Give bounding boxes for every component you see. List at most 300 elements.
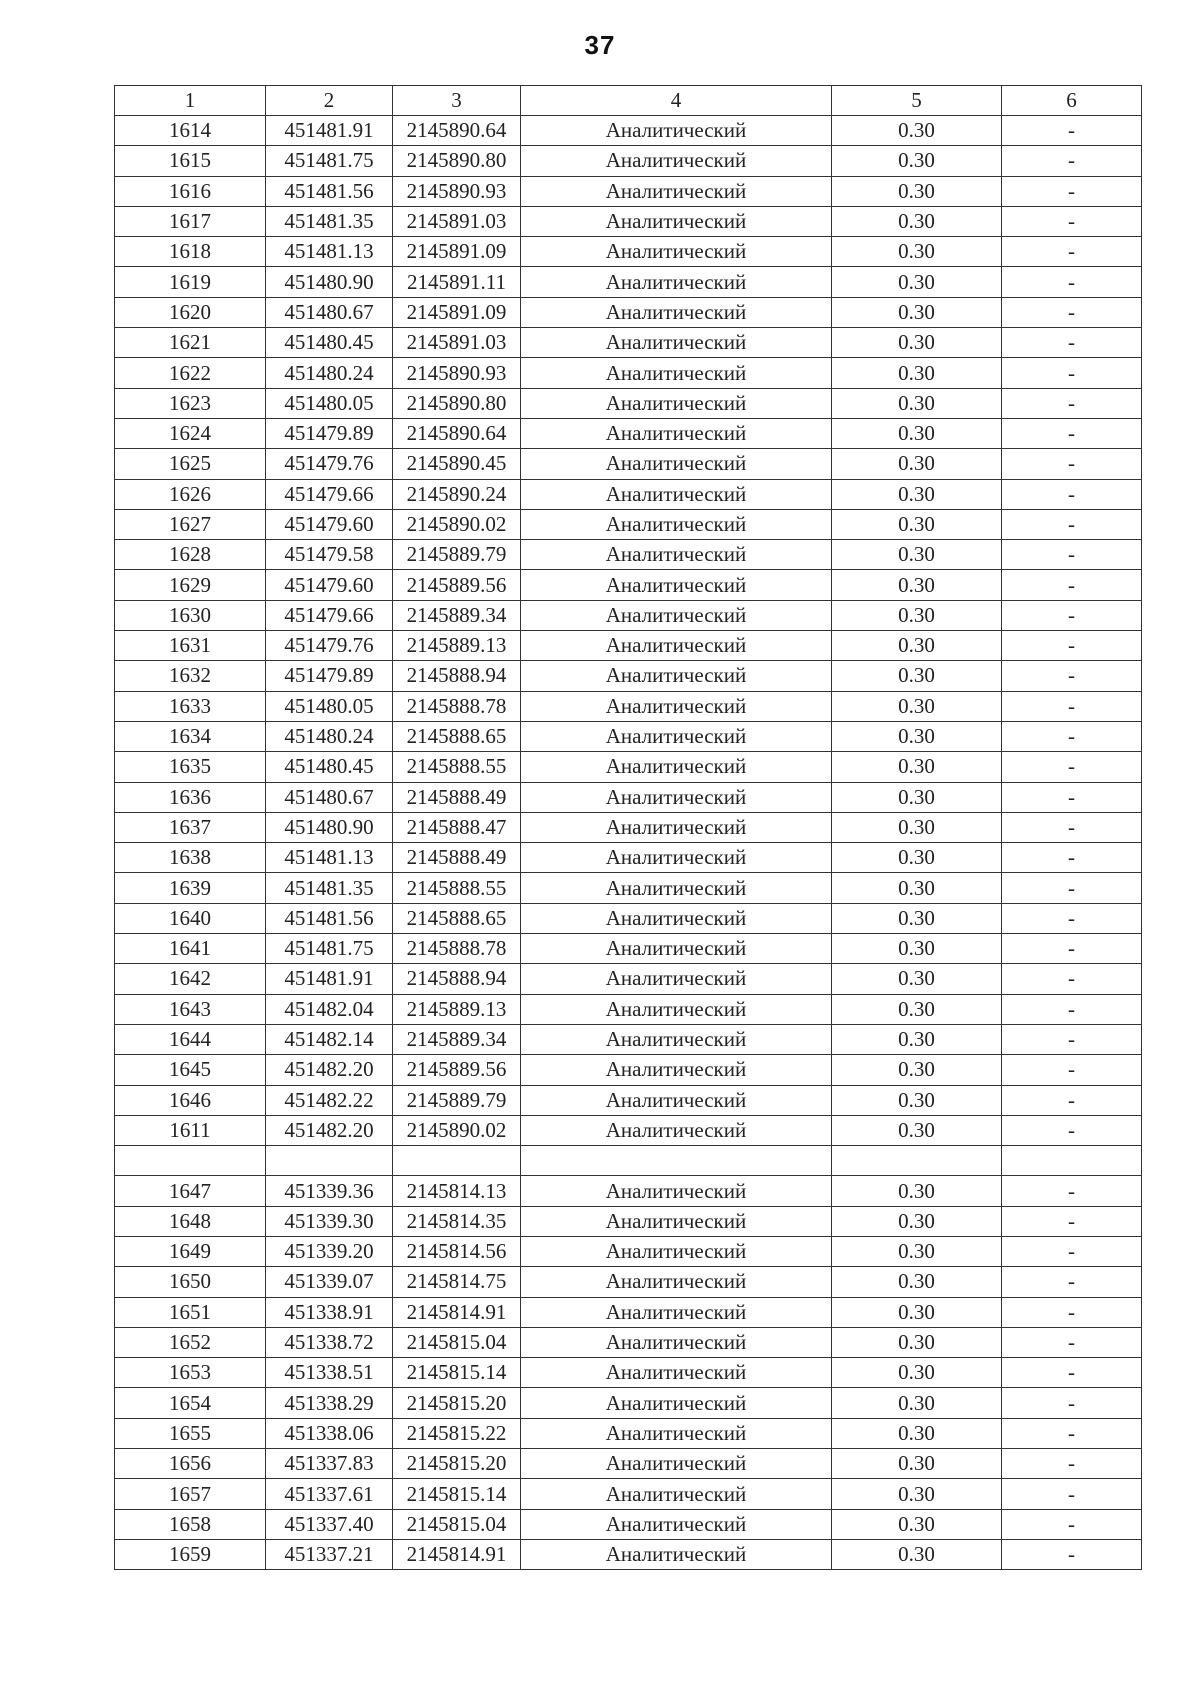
note-cell: - [1002,1206,1142,1236]
y-coordinate-cell: 2145815.14 [393,1358,521,1388]
y-coordinate-cell: 2145888.78 [393,691,521,721]
note-cell: - [1002,721,1142,751]
y-coordinate-cell: 2145889.34 [393,1024,521,1054]
method-cell: Аналитический [521,964,832,994]
method-cell: Аналитический [521,1358,832,1388]
note-cell: - [1002,631,1142,661]
note-cell: - [1002,1115,1142,1145]
y-coordinate-cell: 2145815.20 [393,1388,521,1418]
accuracy-cell: 0.30 [832,297,1002,327]
table-row [115,1146,1142,1176]
method-cell: Аналитический [521,1479,832,1509]
method-cell: Аналитический [521,449,832,479]
point-number-cell: 1645 [115,1055,266,1085]
y-coordinate-cell: 2145814.91 [393,1297,521,1327]
point-number-cell: 1615 [115,146,266,176]
accuracy-cell: 0.30 [832,903,1002,933]
method-cell: Аналитический [521,691,832,721]
note-cell: - [1002,358,1142,388]
method-cell: Аналитический [521,782,832,812]
note-cell: - [1002,661,1142,691]
method-cell: Аналитический [521,1539,832,1569]
x-coordinate-cell: 451338.91 [266,1297,393,1327]
x-coordinate-cell: 451480.45 [266,752,393,782]
accuracy-cell: 0.30 [832,964,1002,994]
point-number-cell: 1620 [115,297,266,327]
x-coordinate-cell: 451339.36 [266,1176,393,1206]
point-number-cell: 1657 [115,1479,266,1509]
point-number-cell: 1653 [115,1358,266,1388]
note-cell: - [1002,1236,1142,1266]
method-cell: Аналитический [521,418,832,448]
point-number-cell: 1652 [115,1327,266,1357]
note-cell: - [1002,964,1142,994]
accuracy-cell: 0.30 [832,237,1002,267]
x-coordinate-cell: 451481.35 [266,873,393,903]
x-coordinate-cell: 451481.56 [266,903,393,933]
note-cell: - [1002,691,1142,721]
method-cell: Аналитический [521,206,832,236]
accuracy-cell: 0.30 [832,388,1002,418]
accuracy-cell: 0.30 [832,752,1002,782]
point-number-cell: 1648 [115,1206,266,1236]
x-coordinate-cell [266,1146,393,1176]
x-coordinate-cell: 451481.75 [266,934,393,964]
note-cell: - [1002,934,1142,964]
accuracy-cell [832,1146,1002,1176]
y-coordinate-cell: 2145890.80 [393,146,521,176]
column-header-6: 6 [1002,86,1142,116]
table-row [115,570,1142,600]
table-row [115,721,1142,751]
table-row [115,1539,1142,1569]
table-row [115,358,1142,388]
table-row [115,449,1142,479]
table-row [115,479,1142,509]
method-cell: Аналитический [521,843,832,873]
accuracy-cell: 0.30 [832,1479,1002,1509]
point-number-cell: 1635 [115,752,266,782]
note-cell: - [1002,297,1142,327]
point-number-cell: 1621 [115,328,266,358]
method-cell: Аналитический [521,509,832,539]
note-cell: - [1002,1176,1142,1206]
x-coordinate-cell: 451337.83 [266,1449,393,1479]
x-coordinate-cell: 451479.58 [266,540,393,570]
y-coordinate-cell: 2145814.56 [393,1236,521,1266]
y-coordinate-cell: 2145890.45 [393,449,521,479]
table-row [115,661,1142,691]
y-coordinate-cell: 2145891.09 [393,237,521,267]
accuracy-cell: 0.30 [832,843,1002,873]
page-number: 37 [584,30,616,60]
table-row [115,1449,1142,1479]
method-cell: Аналитический [521,1449,832,1479]
note-cell: - [1002,418,1142,448]
note-cell: - [1002,509,1142,539]
x-coordinate-cell: 451337.61 [266,1479,393,1509]
accuracy-cell: 0.30 [832,449,1002,479]
point-number-cell: 1617 [115,206,266,236]
y-coordinate-cell: 2145889.56 [393,1055,521,1085]
point-number-cell: 1619 [115,267,266,297]
column-header-1: 1 [115,86,266,116]
accuracy-cell: 0.30 [832,1327,1002,1357]
point-number-cell: 1640 [115,903,266,933]
y-coordinate-cell: 2145888.55 [393,873,521,903]
x-coordinate-cell: 451337.21 [266,1539,393,1569]
note-cell: - [1002,388,1142,418]
table-row [115,1297,1142,1327]
x-coordinate-cell: 451479.60 [266,509,393,539]
y-coordinate-cell: 2145889.13 [393,994,521,1024]
table-row [115,1479,1142,1509]
method-cell: Аналитический [521,1024,832,1054]
y-coordinate-cell: 2145888.47 [393,812,521,842]
y-coordinate-cell: 2145890.02 [393,1115,521,1145]
table-row [115,1509,1142,1539]
y-coordinate-cell: 2145888.94 [393,661,521,691]
method-cell: Аналитический [521,1418,832,1448]
accuracy-cell: 0.30 [832,418,1002,448]
note-cell: - [1002,449,1142,479]
accuracy-cell: 0.30 [832,358,1002,388]
y-coordinate-cell: 2145890.93 [393,176,521,206]
method-cell: Аналитический [521,116,832,146]
table-row [115,1206,1142,1236]
note-cell [1002,1146,1142,1176]
y-coordinate-cell: 2145889.56 [393,570,521,600]
y-coordinate-cell: 2145814.13 [393,1176,521,1206]
table-row [115,1358,1142,1388]
point-number-cell: 1632 [115,661,266,691]
x-coordinate-cell: 451480.90 [266,267,393,297]
method-cell: Аналитический [521,812,832,842]
accuracy-cell: 0.30 [832,782,1002,812]
note-cell: - [1002,873,1142,903]
point-number-cell: 1611 [115,1115,266,1145]
method-cell: Аналитический [521,934,832,964]
point-number-cell: 1627 [115,509,266,539]
table-row [115,328,1142,358]
point-number-cell: 1642 [115,964,266,994]
coordinates-table [114,85,1142,1570]
table-row [115,418,1142,448]
column-header-2: 2 [266,86,393,116]
accuracy-cell: 0.30 [832,661,1002,691]
y-coordinate-cell: 2145814.91 [393,1539,521,1569]
x-coordinate-cell: 451338.51 [266,1358,393,1388]
table-row [115,1115,1142,1145]
note-cell: - [1002,1297,1142,1327]
accuracy-cell: 0.30 [832,570,1002,600]
note-cell: - [1002,116,1142,146]
accuracy-cell: 0.30 [832,540,1002,570]
table-row [115,297,1142,327]
x-coordinate-cell: 451480.05 [266,691,393,721]
y-coordinate-cell: 2145891.03 [393,206,521,236]
table-row [115,631,1142,661]
table-row [115,1085,1142,1115]
x-coordinate-cell: 451479.60 [266,570,393,600]
point-number-cell: 1659 [115,1539,266,1569]
note-cell: - [1002,1055,1142,1085]
accuracy-cell: 0.30 [832,691,1002,721]
y-coordinate-cell: 2145888.65 [393,721,521,751]
y-coordinate-cell: 2145890.64 [393,418,521,448]
x-coordinate-cell: 451480.24 [266,721,393,751]
accuracy-cell: 0.30 [832,934,1002,964]
accuracy-cell: 0.30 [832,479,1002,509]
table-row [115,1418,1142,1448]
accuracy-cell: 0.30 [832,600,1002,630]
note-cell: - [1002,752,1142,782]
note-cell: - [1002,1327,1142,1357]
accuracy-cell: 0.30 [832,206,1002,236]
note-cell: - [1002,237,1142,267]
x-coordinate-cell: 451482.20 [266,1055,393,1085]
point-number-cell: 1650 [115,1267,266,1297]
accuracy-cell: 0.30 [832,1297,1002,1327]
method-cell: Аналитический [521,1055,832,1085]
point-number-cell: 1655 [115,1418,266,1448]
note-cell: - [1002,570,1142,600]
accuracy-cell: 0.30 [832,1024,1002,1054]
note-cell: - [1002,1449,1142,1479]
y-coordinate-cell: 2145815.14 [393,1479,521,1509]
accuracy-cell: 0.30 [832,812,1002,842]
note-cell: - [1002,1358,1142,1388]
table-row [115,994,1142,1024]
y-coordinate-cell: 2145815.04 [393,1509,521,1539]
table-row [115,116,1142,146]
note-cell: - [1002,782,1142,812]
accuracy-cell: 0.30 [832,1418,1002,1448]
method-cell: Аналитический [521,1509,832,1539]
method-cell: Аналитический [521,328,832,358]
note-cell: - [1002,1388,1142,1418]
note-cell: - [1002,328,1142,358]
y-coordinate-cell: 2145815.20 [393,1449,521,1479]
y-coordinate-cell: 2145888.49 [393,843,521,873]
point-number-cell: 1641 [115,934,266,964]
note-cell: - [1002,600,1142,630]
method-cell: Аналитический [521,479,832,509]
point-number-cell: 1644 [115,1024,266,1054]
x-coordinate-cell: 451479.76 [266,449,393,479]
point-number-cell: 1623 [115,388,266,418]
method-cell: Аналитический [521,176,832,206]
point-number-cell: 1630 [115,600,266,630]
note-cell: - [1002,540,1142,570]
y-coordinate-cell: 2145891.09 [393,297,521,327]
y-coordinate-cell: 2145815.22 [393,1418,521,1448]
table-row [115,691,1142,721]
accuracy-cell: 0.30 [832,721,1002,751]
y-coordinate-cell: 2145889.79 [393,540,521,570]
accuracy-cell: 0.30 [832,328,1002,358]
y-coordinate-cell: 2145888.78 [393,934,521,964]
accuracy-cell: 0.30 [832,509,1002,539]
note-cell: - [1002,812,1142,842]
y-coordinate-cell: 2145814.35 [393,1206,521,1236]
table-row [115,146,1142,176]
accuracy-cell: 0.30 [832,1236,1002,1266]
table-row [115,1327,1142,1357]
note-cell: - [1002,843,1142,873]
x-coordinate-cell: 451479.66 [266,479,393,509]
point-number-cell: 1614 [115,116,266,146]
accuracy-cell: 0.30 [832,1388,1002,1418]
method-cell: Аналитический [521,1267,832,1297]
accuracy-cell: 0.30 [832,1449,1002,1479]
y-coordinate-cell: 2145888.55 [393,752,521,782]
table-row [115,237,1142,267]
y-coordinate-cell: 2145889.34 [393,600,521,630]
y-coordinate-cell: 2145891.03 [393,328,521,358]
x-coordinate-cell: 451479.89 [266,418,393,448]
note-cell: - [1002,176,1142,206]
y-coordinate-cell: 2145888.65 [393,903,521,933]
x-coordinate-cell: 451480.90 [266,812,393,842]
y-coordinate-cell: 2145814.75 [393,1267,521,1297]
table-header-row [115,86,1142,116]
table-row [115,752,1142,782]
method-cell: Аналитический [521,1388,832,1418]
point-number-cell: 1626 [115,479,266,509]
method-cell: Аналитический [521,631,832,661]
accuracy-cell: 0.30 [832,1085,1002,1115]
accuracy-cell: 0.30 [832,994,1002,1024]
x-coordinate-cell: 451481.13 [266,843,393,873]
method-cell: Аналитический [521,1206,832,1236]
table-row [115,934,1142,964]
x-coordinate-cell: 451479.76 [266,631,393,661]
method-cell: Аналитический [521,1176,832,1206]
method-cell: Аналитический [521,1327,832,1357]
note-cell: - [1002,1267,1142,1297]
note-cell: - [1002,267,1142,297]
table-row [115,782,1142,812]
note-cell: - [1002,1024,1142,1054]
accuracy-cell: 0.30 [832,1509,1002,1539]
point-number-cell: 1643 [115,994,266,1024]
x-coordinate-cell: 451481.13 [266,237,393,267]
point-number-cell: 1639 [115,873,266,903]
accuracy-cell: 0.30 [832,146,1002,176]
x-coordinate-cell: 451338.06 [266,1418,393,1448]
point-number-cell: 1646 [115,1085,266,1115]
point-number-cell: 1633 [115,691,266,721]
x-coordinate-cell: 451339.07 [266,1267,393,1297]
x-coordinate-cell: 451479.66 [266,600,393,630]
point-number-cell: 1618 [115,237,266,267]
x-coordinate-cell: 451480.67 [266,782,393,812]
table-row [115,540,1142,570]
accuracy-cell: 0.30 [832,116,1002,146]
accuracy-cell: 0.30 [832,1358,1002,1388]
x-coordinate-cell: 451338.29 [266,1388,393,1418]
x-coordinate-cell: 451480.05 [266,388,393,418]
accuracy-cell: 0.30 [832,176,1002,206]
point-number-cell: 1628 [115,540,266,570]
note-cell: - [1002,146,1142,176]
y-coordinate-cell: 2145889.13 [393,631,521,661]
y-coordinate-cell: 2145889.79 [393,1085,521,1115]
point-number-cell: 1656 [115,1449,266,1479]
x-coordinate-cell: 451482.14 [266,1024,393,1054]
accuracy-cell: 0.30 [832,1115,1002,1145]
x-coordinate-cell: 451481.75 [266,146,393,176]
note-cell: - [1002,1418,1142,1448]
y-coordinate-cell: 2145888.49 [393,782,521,812]
method-cell: Аналитический [521,1297,832,1327]
point-number-cell: 1638 [115,843,266,873]
x-coordinate-cell: 451481.56 [266,176,393,206]
table-row [115,812,1142,842]
table-row [115,1236,1142,1266]
table-row [115,964,1142,994]
note-cell: - [1002,1539,1142,1569]
column-header-5: 5 [832,86,1002,116]
table-row [115,1388,1142,1418]
note-cell: - [1002,994,1142,1024]
x-coordinate-cell: 451480.45 [266,328,393,358]
accuracy-cell: 0.30 [832,1176,1002,1206]
table-row [115,206,1142,236]
point-number-cell: 1629 [115,570,266,600]
x-coordinate-cell: 451482.20 [266,1115,393,1145]
point-number-cell: 1634 [115,721,266,751]
method-cell: Аналитический [521,267,832,297]
accuracy-cell: 0.30 [832,1055,1002,1085]
point-number-cell: 1625 [115,449,266,479]
method-cell: Аналитический [521,721,832,751]
method-cell: Аналитический [521,873,832,903]
table-row [115,1267,1142,1297]
method-cell: Аналитический [521,540,832,570]
table-row [115,1176,1142,1206]
accuracy-cell: 0.30 [832,267,1002,297]
x-coordinate-cell: 451481.91 [266,116,393,146]
x-coordinate-cell: 451482.04 [266,994,393,1024]
point-number-cell: 1631 [115,631,266,661]
table-row [115,843,1142,873]
table-row [115,1055,1142,1085]
x-coordinate-cell: 451337.40 [266,1509,393,1539]
x-coordinate-cell: 451339.30 [266,1206,393,1236]
method-cell: Аналитический [521,570,832,600]
note-cell: - [1002,206,1142,236]
method-cell: Аналитический [521,146,832,176]
point-number-cell: 1658 [115,1509,266,1539]
accuracy-cell: 0.30 [832,1539,1002,1569]
x-coordinate-cell: 451480.24 [266,358,393,388]
method-cell: Аналитический [521,752,832,782]
x-coordinate-cell: 451481.35 [266,206,393,236]
y-coordinate-cell [393,1146,521,1176]
note-cell: - [1002,479,1142,509]
point-number-cell: 1649 [115,1236,266,1266]
accuracy-cell: 0.30 [832,631,1002,661]
note-cell: - [1002,903,1142,933]
y-coordinate-cell: 2145890.24 [393,479,521,509]
y-coordinate-cell: 2145891.11 [393,267,521,297]
accuracy-cell: 0.30 [832,1267,1002,1297]
point-number-cell: 1636 [115,782,266,812]
point-number-cell [115,1146,266,1176]
point-number-cell: 1654 [115,1388,266,1418]
